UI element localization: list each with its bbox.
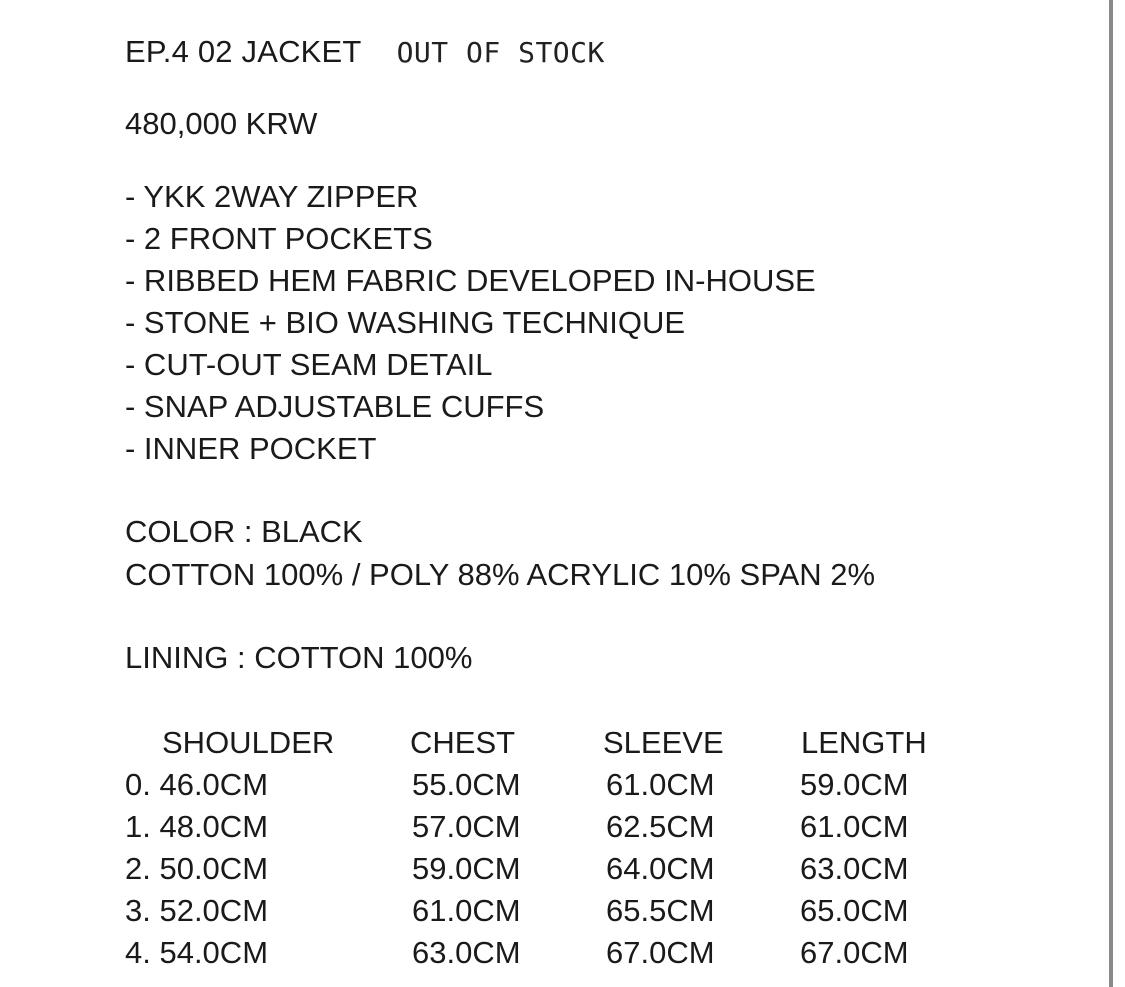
size-cell-chest: 55.0CM: [412, 767, 521, 802]
size-cell-shoulder: 4. 54.0CM: [125, 935, 269, 970]
feature-item: - SNAP ADJUSTABLE CUFFS: [125, 389, 545, 424]
lining-info: LINING : COTTON 100%: [125, 640, 473, 675]
size-cell-shoulder: 0. 46.0CM: [125, 767, 269, 802]
size-cell-chest: 59.0CM: [412, 851, 521, 886]
feature-item: - 2 FRONT POCKETS: [125, 221, 433, 256]
size-cell-length: 65.0CM: [800, 893, 909, 928]
feature-item: - INNER POCKET: [125, 431, 377, 466]
size-cell-sleeve: 67.0CM: [606, 935, 715, 970]
size-header-shoulder: SHOULDER: [162, 725, 335, 760]
size-cell-chest: 57.0CM: [412, 809, 521, 844]
title-row: [125, 34, 605, 74]
size-cell-shoulder: 3. 52.0CM: [125, 893, 269, 928]
color-info: COLOR : BLACK: [125, 514, 363, 549]
size-cell-sleeve: 62.5CM: [606, 809, 715, 844]
size-cell-sleeve: 61.0CM: [606, 767, 715, 802]
stock-status: OUT OF STOCK: [396, 36, 605, 69]
size-cell-length: 61.0CM: [800, 809, 909, 844]
size-cell-length: 59.0CM: [800, 767, 909, 802]
feature-list: [125, 176, 816, 470]
size-cell-shoulder: 2. 50.0CM: [125, 851, 269, 886]
feature-item: - STONE + BIO WASHING TECHNIQUE: [125, 305, 686, 340]
product-price: 480,000 KRW: [125, 106, 318, 141]
size-header-length: LENGTH: [801, 725, 927, 760]
material-info: COTTON 100% / POLY 88% ACRYLIC 10% SPAN 2%: [125, 557, 876, 592]
size-cell-length: 67.0CM: [800, 935, 909, 970]
product-title: EP.4 02 JACKET: [125, 34, 362, 69]
size-cell-shoulder: 1. 48.0CM: [125, 809, 269, 844]
feature-item: - RIBBED HEM FABRIC DEVELOPED IN-HOUSE: [125, 263, 816, 298]
size-header-sleeve: SLEEVE: [603, 725, 724, 760]
feature-item: - CUT-OUT SEAM DETAIL: [125, 347, 493, 382]
feature-item: - YKK 2WAY ZIPPER: [125, 179, 419, 214]
size-cell-sleeve: 64.0CM: [606, 851, 715, 886]
size-cell-length: 63.0CM: [800, 851, 909, 886]
size-cell-chest: 63.0CM: [412, 935, 521, 970]
size-cell-sleeve: 65.5CM: [606, 893, 715, 928]
size-header-chest: CHEST: [410, 725, 516, 760]
vertical-scrollbar[interactable]: [1109, 0, 1113, 987]
size-cell-chest: 61.0CM: [412, 893, 521, 928]
